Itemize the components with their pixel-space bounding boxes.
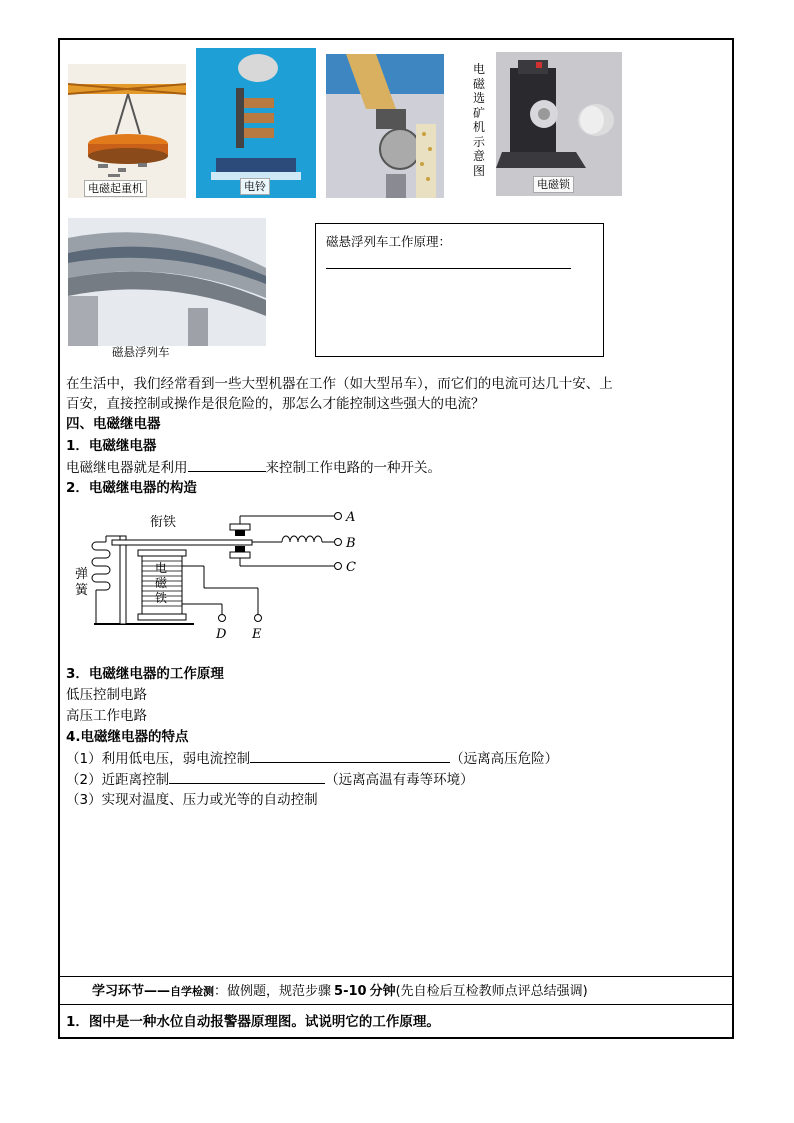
ore-separator-image xyxy=(326,54,444,198)
ore-separator-caption: 电 磁 选 矿 机 示 意 图 xyxy=(472,62,485,178)
magnetic-separator-icon xyxy=(326,54,444,198)
intro-line-2: 百安，直接控制或操作是很危险的，那怎么才能控制这些强大的电流？ xyxy=(66,396,485,412)
lock-image xyxy=(496,52,622,196)
feature-item-3: （3）实现对温度、压力或光等的自动控制 xyxy=(66,792,318,808)
terminal-a-label: A xyxy=(346,510,356,525)
section-4-sub-heading: 4.电磁继电器的特点 xyxy=(66,729,189,745)
footer-divider-bottom xyxy=(59,1004,734,1005)
diagram-spring-label-2: 簧 xyxy=(75,583,89,598)
bell-caption: 电铃 xyxy=(240,178,270,195)
section-4-heading: 四、电磁继电器 xyxy=(66,416,161,432)
relay-diagram xyxy=(72,506,372,646)
question-1: 1．图中是一种水位自动报警器原理图。试说明它的工作原理。 xyxy=(66,1014,440,1030)
section-3-line-2: 高压工作电路 xyxy=(66,708,147,724)
diagram-magnet-label-3: 铁 xyxy=(155,591,168,605)
diagram-spring-label-1: 弹 xyxy=(75,567,89,582)
maglev-caption: 磁悬浮列车 xyxy=(112,345,170,359)
crane-caption: 电磁起重机 xyxy=(84,180,147,197)
maglev-principle-box xyxy=(315,223,604,357)
maglev-principle-title: 磁悬浮列车工作原理： xyxy=(326,234,452,249)
intro-line-1: 在生活中，我们经常看到一些大型机器在工作（如大型吊车），而它们的电流可达几十安、上 xyxy=(66,376,613,392)
lock-caption: 电磁锁 xyxy=(533,176,574,193)
diagram-magnet-label-2: 磁 xyxy=(155,576,168,590)
section-1-heading: 1．电磁继电器 xyxy=(66,438,157,454)
maglev-answer-line[interactable] xyxy=(326,268,571,269)
electric-bell-icon xyxy=(196,48,316,198)
maglev-train-icon xyxy=(68,218,266,346)
terminal-c-label: C xyxy=(346,560,356,575)
feature-1-after: （远离高压危险） xyxy=(450,751,559,767)
diagram-armature-label: 衔铁 xyxy=(150,515,177,530)
terminal-e-label: E xyxy=(252,627,262,642)
section-1-sentence xyxy=(66,457,441,478)
feature-1-before: （1）利用低电压，弱电流控制 xyxy=(66,751,251,767)
s1-before: 电磁继电器就是利用 xyxy=(66,460,188,476)
footer-divider-top xyxy=(59,976,734,977)
terminal-b-label: B xyxy=(346,536,356,551)
terminal-d-label: D xyxy=(216,627,227,642)
stage-label: 学习环节—— xyxy=(92,984,171,999)
bell-image xyxy=(196,48,316,198)
crane-image xyxy=(68,64,186,198)
electromagnetic-crane-icon xyxy=(68,64,186,198)
section-3-line-1: 低压控制电路 xyxy=(66,687,147,703)
stage-note: (先自检后互检教师点评总结强调) xyxy=(395,984,588,999)
s1-after: 来控制工作电路的一种开关。 xyxy=(265,460,441,476)
feature-2-before: （2）近距离控制 xyxy=(66,772,170,788)
learning-stage-row xyxy=(92,982,588,1002)
section-3-heading: 3．电磁继电器的工作原理 xyxy=(66,666,224,682)
maglev-image xyxy=(68,218,266,346)
stage-time: 5-10 xyxy=(334,984,367,999)
feature-2-after: （远离高温有毒等环境） xyxy=(325,772,474,788)
feature-2-blank[interactable] xyxy=(169,769,325,784)
feature-item-1 xyxy=(66,748,558,769)
s1-blank[interactable] xyxy=(188,457,266,472)
stage-unit: 分钟 xyxy=(369,984,396,999)
stage-label-small: 自学检测 xyxy=(170,985,215,998)
diagram-magnet-label-1: 电 xyxy=(155,561,168,575)
feature-item-2 xyxy=(66,769,474,790)
feature-1-blank[interactable] xyxy=(250,748,450,763)
section-2-heading: 2．电磁继电器的构造 xyxy=(66,480,197,496)
stage-rest: ：做例题，规范步骤 xyxy=(214,984,332,999)
electromagnetic-lock-icon xyxy=(496,52,622,196)
